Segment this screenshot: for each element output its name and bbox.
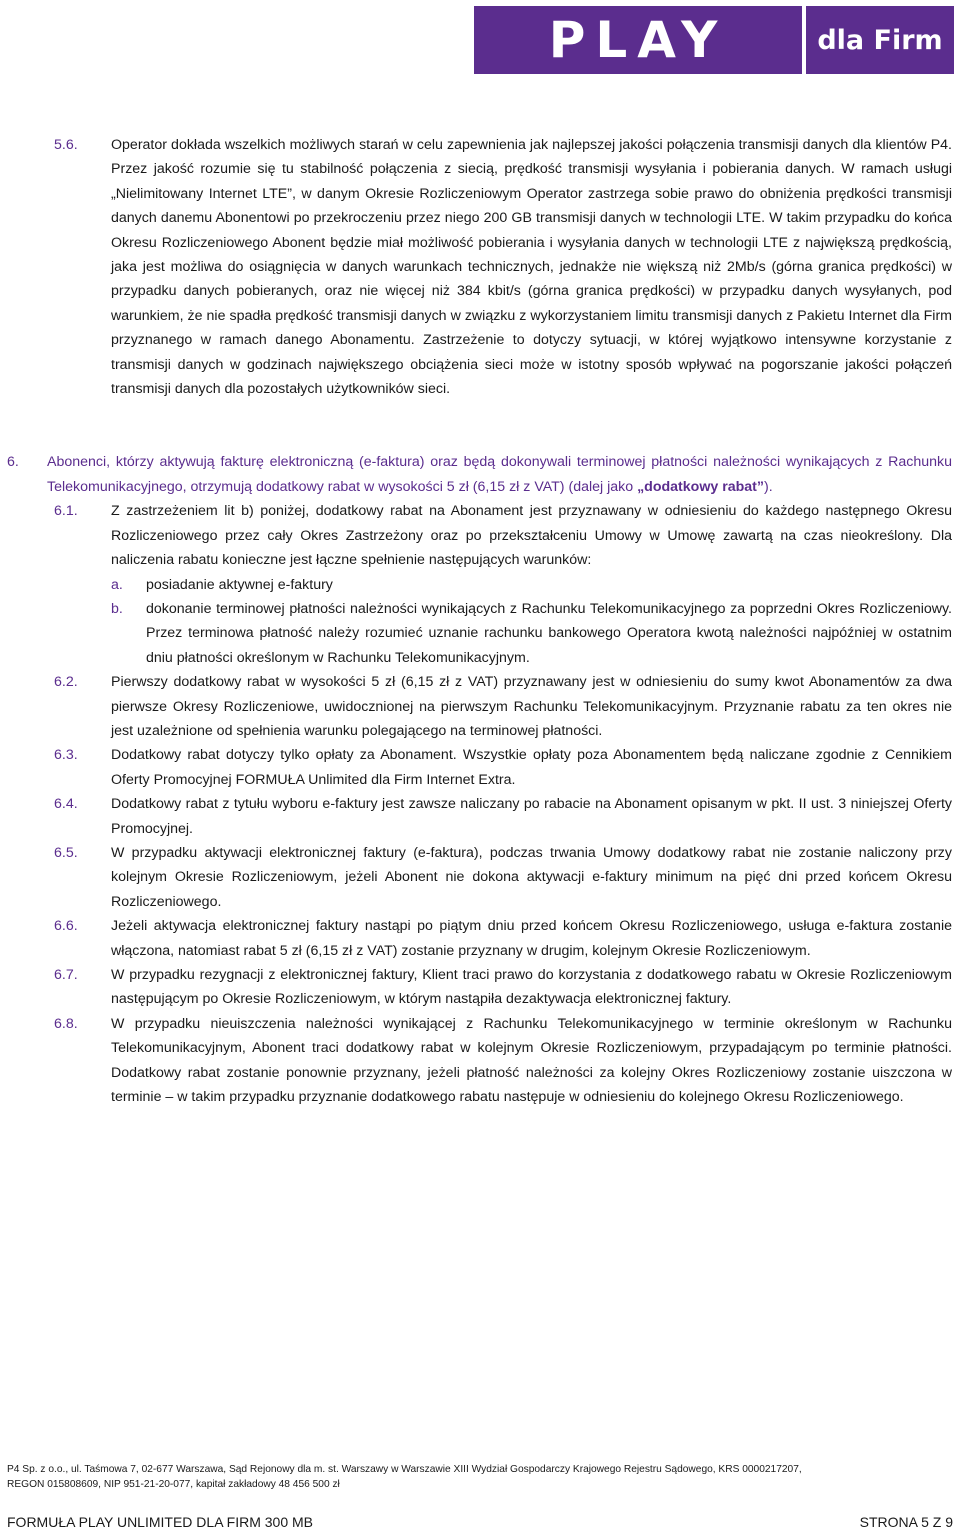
section-number: 6.7. xyxy=(54,967,78,983)
section-number: 6.1. xyxy=(54,503,78,520)
list-text: dokonanie terminowej płatności należności wynikających z Rachunku Telekomunikacyjnego za poprzedni Okres Rozliczeniowy. Przez terminowa płatność należy rozumieć uznanie rachunku bankowego Operatora kwotą należności najpóźniej w ostatnim dniu płatności określonym w Rachunku Telekomunikacyjnym. xyxy=(146,600,952,666)
section-number: 6.3. xyxy=(54,747,78,764)
section-text: Dodatkowy rabat z tytułu wyboru e-faktury jest zawsze naliczany po rabacie na Abonament opisanym w pkt. II ust. 3 niniejszej Oferty Promocyjnej. xyxy=(111,796,952,837)
list-letter: a. xyxy=(111,576,123,593)
page-number: STRONA 5 Z 9 xyxy=(859,1514,953,1530)
dla-firm-logo: dla Firm xyxy=(806,6,954,74)
section-number: 6.6. xyxy=(54,918,78,935)
defined-term: „dodatkowy rabat” xyxy=(637,478,764,495)
section-number: 5.6. xyxy=(54,137,78,153)
list-item xyxy=(54,573,952,597)
list-item xyxy=(54,597,952,670)
section-6-1 xyxy=(54,499,952,572)
section-text: W przypadku rezygnacji z elektronicznej faktury, Klient traci prawo do korzystania z dodatkowego rabatu w Okresie Rozliczeniowym następującym po Okresie Rozliczeniowym, w którym nastąpiła dezaktywacja elektronicznej faktury. xyxy=(111,967,952,1008)
section-number: 6.2. xyxy=(54,674,78,691)
section-6-5 xyxy=(54,841,952,914)
section-6-3 xyxy=(54,743,952,792)
company-info xyxy=(7,1462,953,1492)
company-info-line: REGON 015808609, NIP 951-21-20-077, kapitał zakładowy 48 456 500 zł xyxy=(7,1479,340,1490)
page-header xyxy=(474,6,954,74)
section-text: Pierwszy dodatkowy rabat w wysokości 5 zł (6,15 zł z VAT) przyznawany jest w odniesieniu do sumy kwot Abonamentów za dwa pierwsze Okresy Rozliczeniowe, uwidocznionej na pierwszym Rachunku Telekomunikacyjnym. Przyznanie rabatu za ten okres nie jest uzależnione od spełnienia warunku polegającego na terminowej płatności. xyxy=(111,674,952,739)
section-number: 6. xyxy=(7,454,19,471)
section-text-part: Abonenci, którzy aktywują fakturę elektroniczną (e-faktura) oraz będą dokonywali terminowej płatności należności wynikających z Rachunku Telekomunikacyjnego, otrzymują dodatkowy rabat w wysokości 5 zł (6,15 zł z VAT) (dalej jako xyxy=(47,454,952,495)
section-6-8 xyxy=(54,1012,952,1110)
section-text: Dodatkowy rabat dotyczy tylko opłaty za Abonament. Wszystkie opłaty poza Abonamentem będą naliczane zgodnie z Cennikiem Oferty Promocyjnej FORMUŁA Unlimited dla Firm Internet Extra. xyxy=(111,747,952,788)
section-6-7 xyxy=(54,963,952,1012)
section-text: Z zastrzeżeniem lit b) poniżej, dodatkowy rabat na Abonament jest przyznawany w odniesieniu do każdego następnego Okresu Rozliczeniowego przez cały Okres Zastrzeżony oraz po przekształceniu Umowy w Umowę zawartą na czas nieokreślony. Dla naliczenia rabatu konieczne jest łączne spełnienie następujących warunków: xyxy=(111,503,952,569)
section-6 xyxy=(7,450,952,499)
section-6-2 xyxy=(54,670,952,743)
play-logo: PLAY xyxy=(474,6,802,74)
section-text-part: ). xyxy=(764,478,773,495)
section-6-6 xyxy=(54,914,952,963)
section-text: Jeżeli aktywacja elektronicznej faktury nastąpi po piątym dniu przed końcem Okresu Rozliczeniowego, usługa e-faktura zostanie włączona, natomiast rabat 5 zł (6,15 zł z VAT) zostanie przyznany w drugim, kolejnym Okresie Rozliczeniowym. xyxy=(111,918,952,959)
section-6-4 xyxy=(54,792,952,841)
list-text: posiadanie aktywnej e-faktury xyxy=(146,576,333,593)
section-number: 6.4. xyxy=(54,796,78,813)
section-number: 6.5. xyxy=(54,844,78,861)
company-info-line: P4 Sp. z o.o., ul. Taśmowa 7, 02-677 Warszawa, Sąd Rejonowy dla m. st. Warszawy w Warszawie XIII Wydział Gospodarczy Krajowego Rejestru Sądowego, KRS 0000217207, xyxy=(7,1464,802,1475)
list-letter: b. xyxy=(111,600,123,617)
section-5-6 xyxy=(54,133,952,401)
document-body xyxy=(7,133,952,1109)
section-text xyxy=(47,450,952,499)
section-text: W przypadku nieuiszczenia należności wynikającej z Rachunku Telekomunikacyjnego w terminie określonym w Rachunku Telekomunikacyjnym, Abonent traci dodatkowy rabat w kolejnym Okresie Rozliczeniowym, przypadającym po terminie płatności. Dodatkowy rabat zostanie ponownie przyznany, jeżeli płatność należności za kolejny Okres Rozliczeniowy zostanie uiszczona w terminie – w takim przypadku przyznanie dodatkowego rabatu następuje w odniesieniu do kolejnego Okresu Rozliczeniowego. xyxy=(111,1015,952,1106)
page-footer xyxy=(7,1513,953,1531)
section-text: Operator dokłada wszelkich możliwych starań w celu zapewnienia jak najlepszej jakości połączenia transmisji danych dla klientów P4. Przez jakość rozumie się tu stabilność połączenia z siecią, prędkość transmisji wysyłania i pobierania danych. W ramach usługi „Nielimitowany Internet LTE”, w danym Okresie Rozliczeniowym Operator zastrzega sobie prawo do obniżenia prędkości transmisji danych danemu Abonentowi po przekroczeniu przez niego 200 GB transmisji danych w technologii LTE. W takim przypadku do końca Okresu Rozliczeniowego Abonent będzie miał możliwość pobierania i wysyłania danych w technologii LTE z największą prędkością, jaka jest możliwa do osiągnięcia w danych warunkach technicznych, jednakże nie większą niż 2Mb/s (górna granica prędkości) w przypadku danych pobieranych, oraz nie więcej niż 384 kbit/s (górna granica prędkości) w przypadku danych wysyłanych, pod warunkiem, że nie spadła prędkość transmisji danych w związku z wykorzystaniem limitu transmisji danych z Pakietu Internet dla Firm przyznanego w ramach danego Abonamentu. Zastrzeżenie to dotyczy sytuacji, w której wyjątkowo intensywne korzystanie z transmisji danych w godzinach największego obciążenia sieci może w istotny sposób wpływać na pogorszanie jakości połączeń transmisji danych dla pozostałych użytkowników sieci. xyxy=(111,137,952,398)
section-text: W przypadku aktywacji elektronicznej faktury (e-faktura), podczas trwania Umowy dodatkowy rabat nie zostanie naliczony przy kolejnym Okresie Rozliczeniowym, jeżeli Abonent nie dokona aktywacji e-faktury minimum na pięć dni przed końcem Okresu Rozliczeniowego. xyxy=(111,844,952,910)
section-number: 6.8. xyxy=(54,1015,78,1032)
document-title: FORMUŁA PLAY UNLIMITED DLA FIRM 300 MB xyxy=(7,1514,314,1530)
